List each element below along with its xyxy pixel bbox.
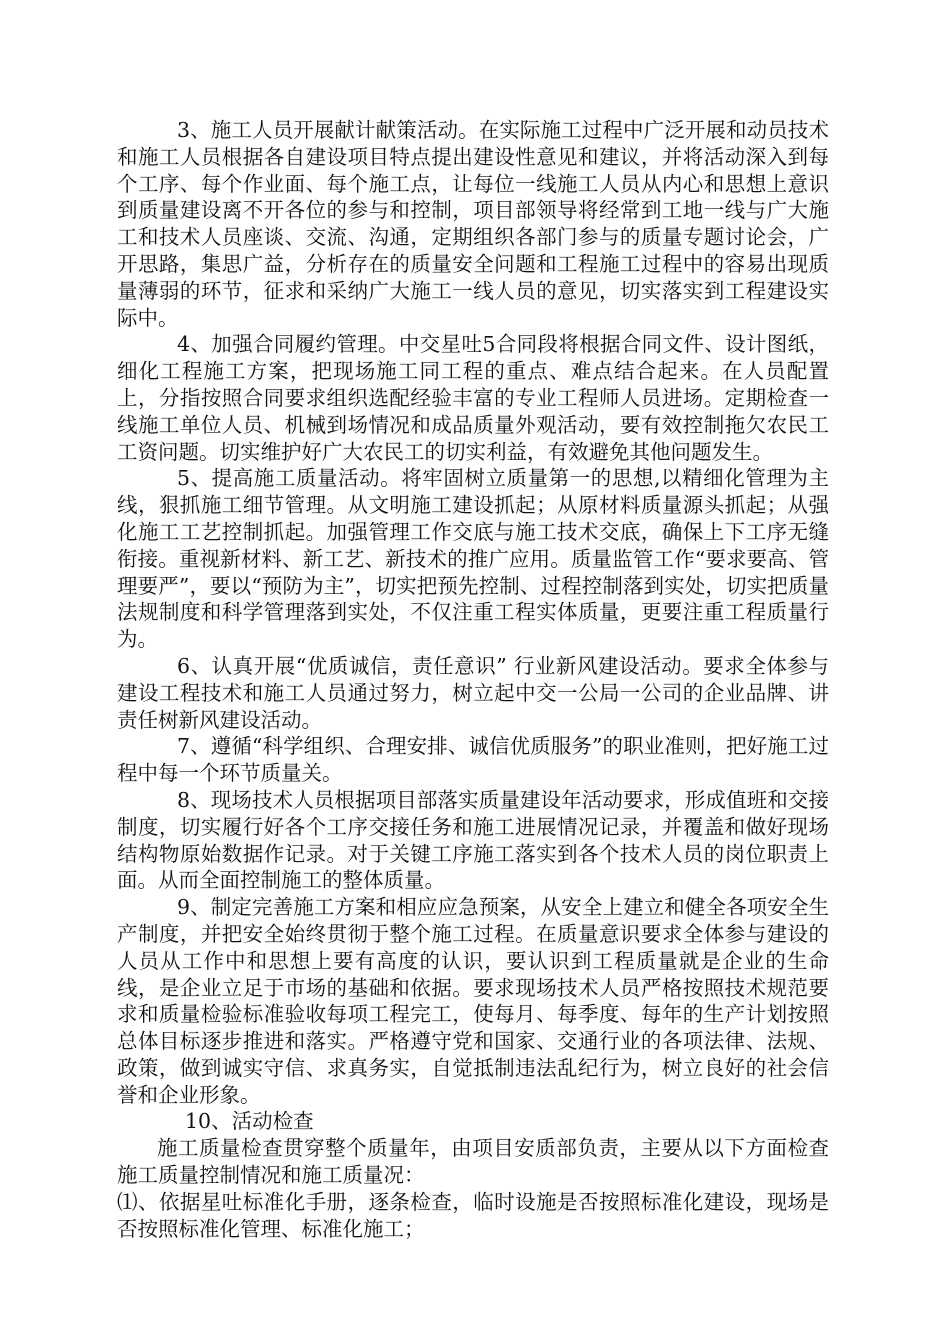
paragraph-inspection-intro: 施工质量检查贯穿整个质量年，由项目安质部负责，主要从以下方面检查施工质量控制情况和施工质量况： xyxy=(117,1136,829,1188)
document-page xyxy=(117,117,829,1242)
paragraph-item-4: 4、加强合同履约管理。中交星吐5合同段将根据合同文件、设计图纸，细化工程施工方案，把现场施工同工程的重点、难点结合起来。在人员配置上，分指按照合同要求组织选配经验丰富的专业工程师人员进场。定期检查一线施工单位人员、机械到场情况和成品质量外观活动，要有效控制拖欠农民工工资问题。切实维护好广大农民工的切实利益，有效避免其他问题发生。 xyxy=(117,332,829,464)
paragraph-item-5: 5、提高施工质量活动。将牢固树立质量第一的思想,以精细化管理为主线，狠抓施工细节管理。从文明施工建设抓起；从原材料质量源头抓起；从强化施工工艺控制抓起。加强管理工作交底与施工技术交底，确保上下工序无缝衔接。重视新材料、新工艺、新技术的推广应用。质量监管工作“要求要高、管理要严”，要以“预防为主”，切实把预先控制、过程控制落到实处，切实把质量法规制度和科学管理落到实处，不仅注重工程实体质量，更要注重工程质量行为。 xyxy=(117,466,829,652)
paragraph-item-3: 3、施工人员开展献计献策活动。在实际施工过程中广泛开展和动员技术和施工人员根据各自建设项目特点提出建设性意见和建议，并将活动深入到每个工序、每个作业面、每个施工点，让每位一线施工人员从内心和思想上意识到质量建设离不开各位的参与和控制，项目部领导将经常到工地一线与广大施工和技术人员座谈、交流、沟通，定期组织各部门参与的质量专题讨论会，广开思路，集思广益，分析存在的质量安全问题和工程施工过程中的容易出现质量薄弱的环节，征求和采纳广大施工一线人员的意见，切实落实到工程建设实际中。 xyxy=(117,118,829,330)
paragraph-item-7: 7、遵循“科学组织、合理安排、诚信优质服务”的职业准则，把好施工过程中每一个环节质量关。 xyxy=(117,734,829,786)
paragraph-item-6: 6、认真开展“优质诚信，责任意识” 行业新风建设活动。要求全体参与建设工程技术和施工人员通过努力，树立起中交一公局一公司的企业品牌、讲责任树新风建设活动。 xyxy=(117,653,829,732)
paragraph-item-9: 9、制定完善施工方案和相应应急预案，从安全上建立和健全各项安全生产制度，并把安全始终贯彻于整个施工过程。在质量意识要求全体参与建设的人员从工作中和思想上要有高度的认识，要认识到工程质量就是企业的生命线，是企业立足于市场的基础和依据。要求现场技术人员严格按照技术规范要求和质量检验标准验收每项工程完工，使每月、每季度、每年的生产计划按照总体目标逐步推进和落实。严格遵守党和国家、交通行业的各项法律、法规、政策，做到诚实守信、求真务实，自觉抵制违法乱纪行为，树立良好的社会信誉和企业形象。 xyxy=(117,895,829,1107)
paragraph-item-8: 8、现场技术人员根据项目部落实质量建设年活动要求，形成值班和交接制度，切实履行好各个工序交接任务和施工进展情况记录，并覆盖和做好现场结构物原始数据作记录。对于关键工序施工落实到各个技术人员的岗位职责上面。从而全面控制施工的整体质量。 xyxy=(117,787,829,893)
section-heading-activity-check: 10、活动检查 xyxy=(185,1109,314,1134)
list-item-1: ⑴、依据星吐标准化手册，逐条检查，临时设施是否按照标准化建设，现场是否按照标准化管理、标准化施工； xyxy=(117,1189,829,1241)
